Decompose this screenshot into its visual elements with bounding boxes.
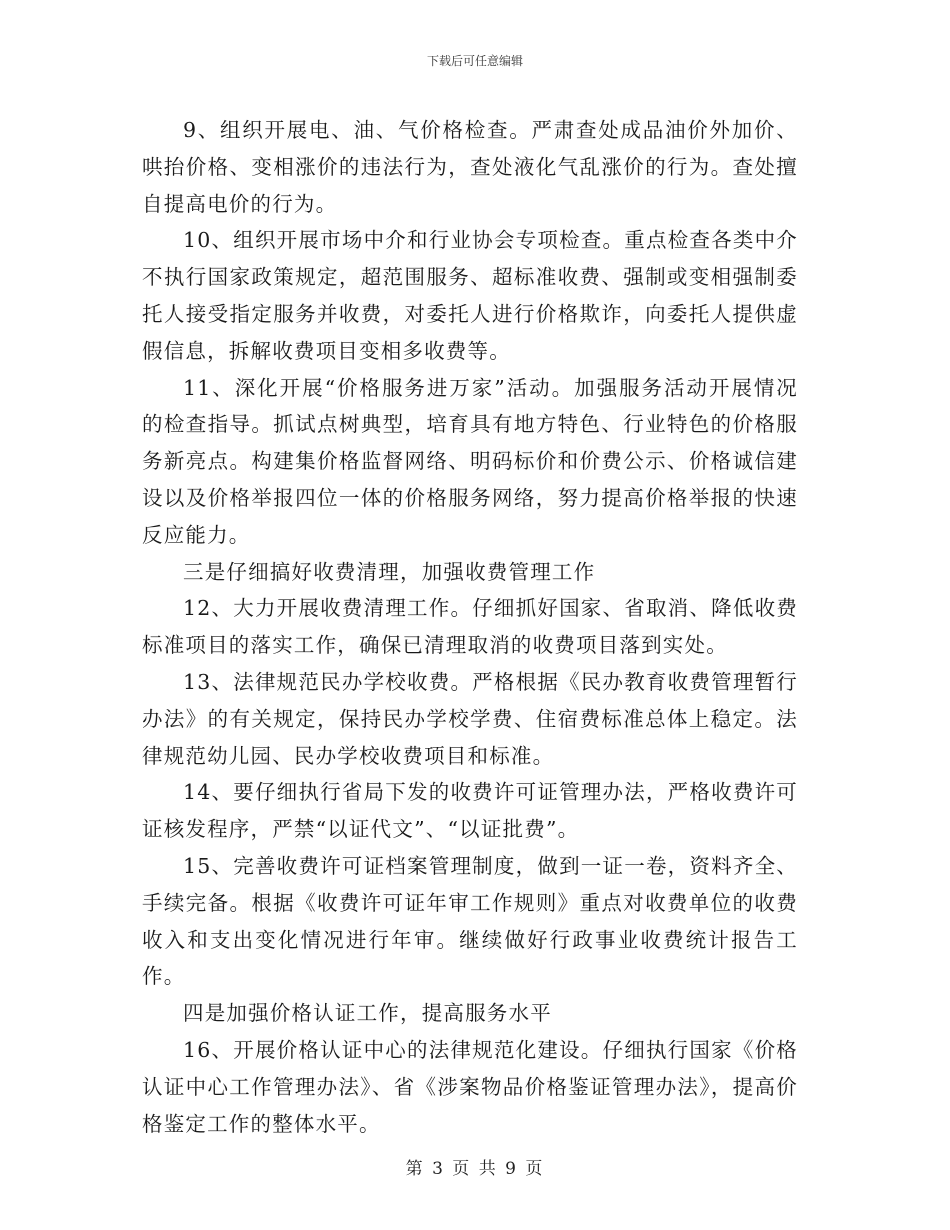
paragraph-14: 14、要仔细执行省局下发的收费许可证管理办法，严格收费许可证核发程序，严禁“以证代文”、“以证批费”。	[142, 780, 798, 842]
section-heading-4: 四是加强价格认证工作，提高服务水平	[183, 1001, 552, 1026]
header-note: 下载后可任意编辑	[426, 54, 523, 68]
paragraph-13: 13、法律规范民办学校收费。严格根据《民办教育收费管理暂行办法》的有关规定，保持民办学校学费、住宿费标准总体上稳定。法律规范幼儿园、民办学校收费项目和标准。	[142, 669, 798, 768]
paragraph-9: 9、组织开展电、油、气价格检查。严肃查处成品油价外加价、哄抬价格、变相涨价的违法行为，查处液化气乱涨价的行为。查处擅自提高电价的行为。	[142, 118, 798, 216]
page-number: 第 3 页 共 9 页	[405, 1159, 545, 1179]
paragraph-16: 16、开展价格认证中心的法律规范化建设。仔细执行国家《价格认证中心工作管理办法》、省《涉案物品价格鉴证管理办法》，提高价格鉴定工作的整体水平。	[142, 1037, 798, 1136]
section-heading-3: 三是仔细搞好收费清理，加强收费管理工作	[183, 559, 596, 584]
document-body	[142, 112, 798, 1142]
paragraph-11: 11、深化开展“价格服务进万家”活动。加强服务活动开展情况的检查指导。抓试点树典型，培育具有地方特色、行业特色的价格服务新亮点。构建集价格监督网络、明码标价和价费公示、价格诚信建设以及价格举报四位一体的价格服务网络，努力提高价格举报的快速反应能力。	[142, 375, 798, 547]
paragraph-10: 10、组织开展市场中介和行业协会专项检查。重点检查各类中介不执行国家政策规定，超范围服务、超标准收费、强制或变相强制委托人接受指定服务并收费，对委托人进行价格欺诈，向委托人提供虚假信息，拆解收费项目变相多收费等。	[142, 228, 798, 363]
paragraph-12: 12、大力开展收费清理工作。仔细抓好国家、省取消、降低收费标准项目的落实工作，确保已清理取消的收费项目落到实处。	[142, 596, 798, 658]
paragraph-15: 15、完善收费许可证档案管理制度，做到一证一卷，资料齐全、手续完备。根据《收费许可证年审工作规则》重点对收费单位的收费收入和支出变化情况进行年审。继续做好行政事业收费统计报告工作。	[142, 853, 798, 989]
